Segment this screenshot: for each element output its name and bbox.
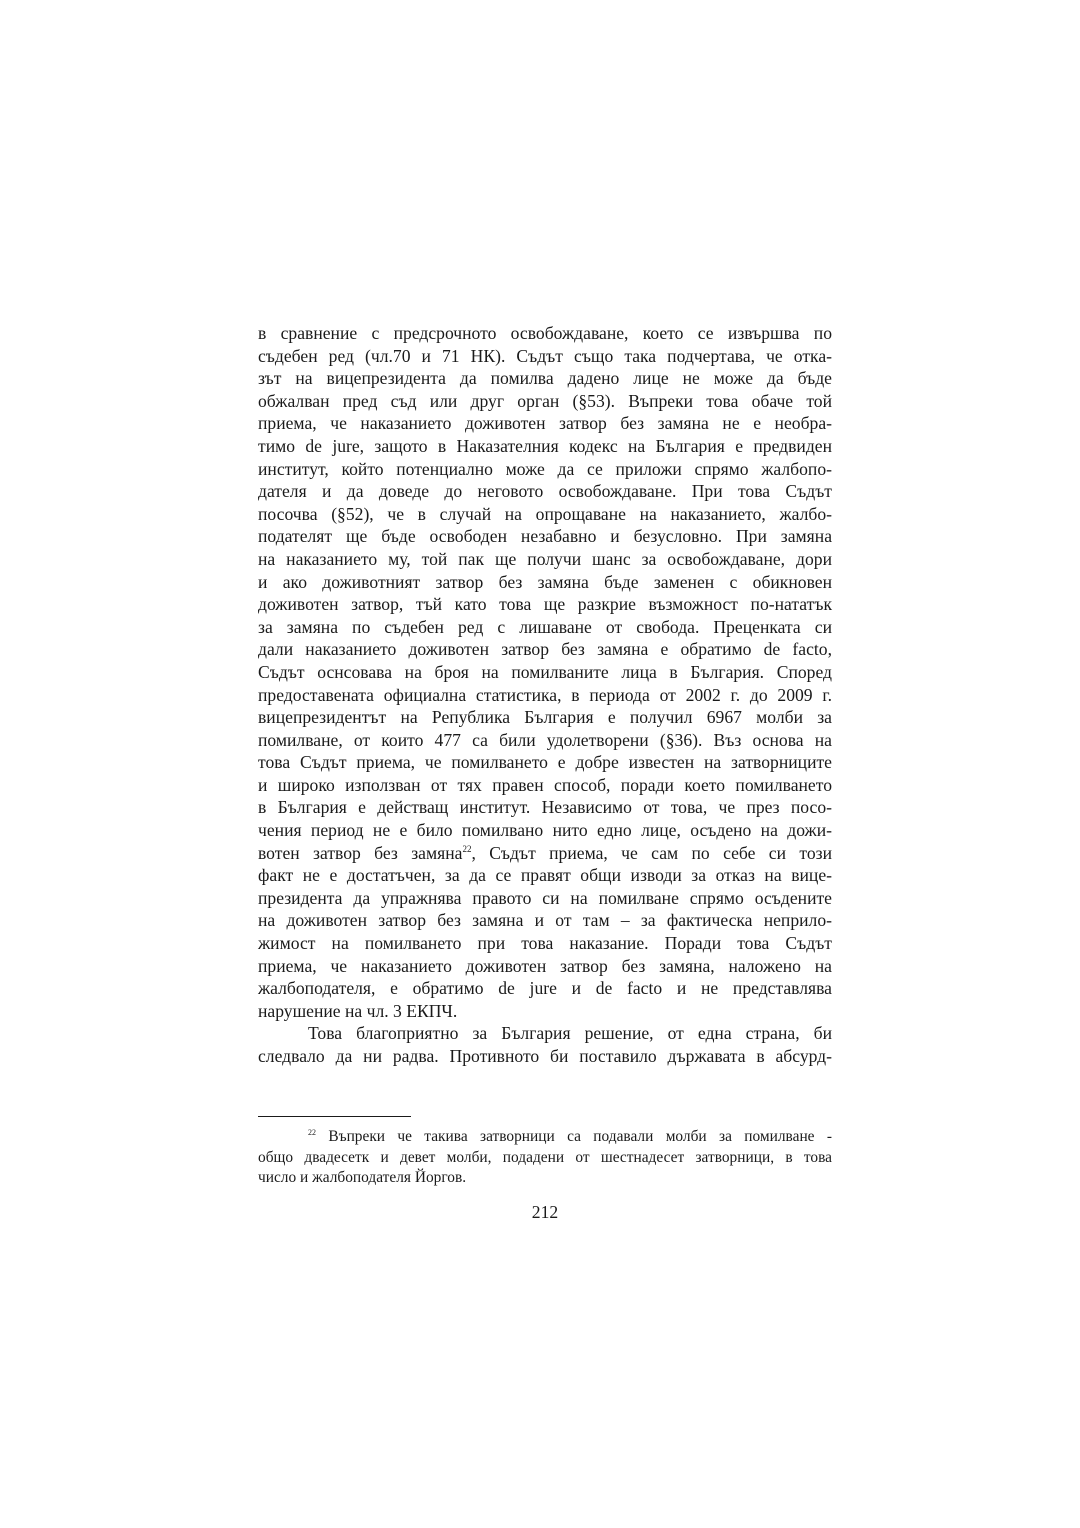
text-line: и ако доживотният затвор без замяна бъде заменен с обикновен <box>258 571 832 592</box>
text-line: факт не е достатъчен, за да се правят общи изводи за отказ на вице- <box>258 865 832 886</box>
footnote-line: число и жалбоподателя Йоргов. <box>258 1169 467 1186</box>
text-line-with-footnote-ref <box>258 842 832 865</box>
text-line: Това благоприятно за България решение, от една страна, би <box>308 1023 832 1044</box>
text-line: за замяна по съдебен ред с лишаване от свобода. Преценката си <box>258 616 832 637</box>
text-line: и широко използван от тях правен способ, поради което помилването <box>258 774 832 795</box>
text-line: приема, че наказанието доживотен затвор без замяна не е необра- <box>258 413 832 434</box>
footnote-line: общо двадесетк и девет молби, подадени от шестнадесет затворници, в това <box>258 1148 832 1166</box>
text-line: чения период не е било помилвано нито едно лице, осъдено на дожи- <box>258 820 832 841</box>
text-line: вицепрезидентът на Република България е получил 6967 молби за <box>258 707 832 728</box>
text-line: тимо de jure, защото в Наказателния кодекс на България е предвиден <box>258 435 832 456</box>
footnote-divider <box>258 1116 411 1117</box>
text-line: подателят ще бъде освободен незабавно и безусловно. При замяна <box>258 526 832 547</box>
text-line: доживотен затвор, тъй като това ще разкрие възможност по-нататък <box>258 594 832 615</box>
footnote-ref[interactable]: 22 <box>462 843 472 854</box>
footnote <box>258 1127 832 1189</box>
text-line: институт, който потенциално може да се приложи спрямо жалбопо- <box>258 458 832 479</box>
text-line: жалбоподателя, е обратимо de jure и de facto и не представлява <box>258 978 832 999</box>
text-segment: , Съдът приема, че сам по себе си този <box>471 842 832 863</box>
text-line: съдебен ред (чл.70 и 71 НК). Съдът също така подчертава, че отка- <box>258 345 832 366</box>
text-line: президента да упражнява правото си на помилване спрямо осъдените <box>258 887 832 908</box>
text-line: приема, че наказанието доживотен затвор без замяна, наложено на <box>258 955 832 976</box>
text-line: обжалван пред съд или друг орган (§53). Въпреки това обаче той <box>258 390 832 411</box>
text-line: в сравнение с предсрочното освобождаване, което се извършва по <box>258 323 832 343</box>
text-line: помилване, от които 477 са били удолетворени (§36). Въз основа на <box>258 729 832 750</box>
text-line: дали наказанието доживотен затвор без замяна е обратимо de facto, <box>258 639 832 660</box>
text-line: в България е действащ институт. Независимо от това, че през посо- <box>258 797 832 818</box>
text-line: на наказанието му, той пак ще получи шанс за освобождаване, дори <box>258 548 832 569</box>
footnote-number: 22 <box>308 1127 316 1137</box>
text-line: това Съдът приема, че помилването е добре известен на затворниците <box>258 752 832 773</box>
main-text <box>258 322 832 1068</box>
text-line: Съдът оснсовава на броя на помилваните лица в България. Според <box>258 661 832 682</box>
text-line: зът на вицепрезидента да помилва дадено лице не може да бъде <box>258 368 832 389</box>
text-line: на доживотен затвор без замяна и от там – за фактическа неприло- <box>258 910 832 931</box>
text-line: следвало да ни радва. Противното би поставило държавата в абсурд- <box>258 1046 832 1066</box>
text-line: дателя и да доведе до неговото освобождаване. При това Съдът <box>258 481 832 502</box>
text-line: предоставената официална статистика, в периода от 2002 г. до 2009 г. <box>258 684 832 705</box>
page-number: 212 <box>531 1202 559 1222</box>
footnote-line <box>258 1127 832 1148</box>
footnote-text: Въпреки че такива затворници са подавали молби за помилване - <box>328 1128 832 1145</box>
text-line: посочва (§52), че в случай на опрощаване на наказанието, жалбо- <box>258 503 832 524</box>
text-line: жимост на помилването при това наказание. Поради това Съдът <box>258 933 832 954</box>
text-line: нарушение на чл. 3 ЕКПЧ. <box>258 1000 458 1021</box>
text-segment: вотен затвор без замяна <box>258 842 463 863</box>
